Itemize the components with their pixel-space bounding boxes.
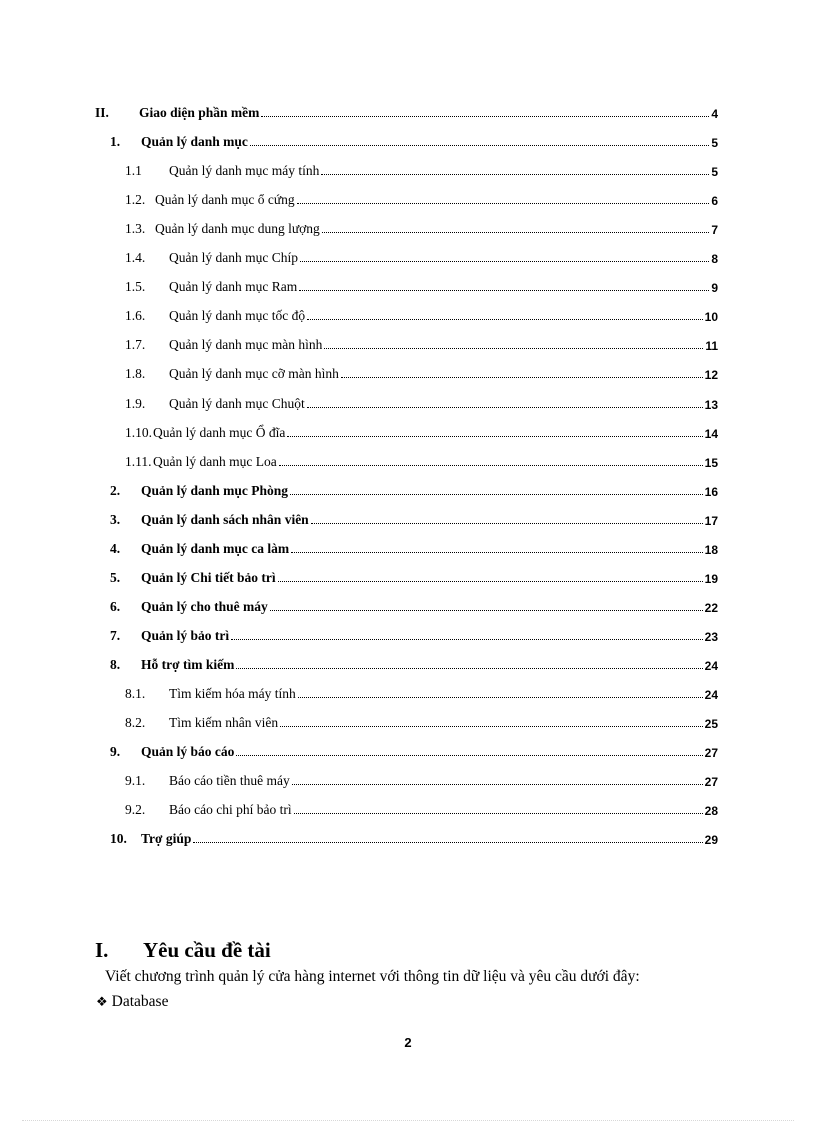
toc-entry-page: 14 — [704, 426, 718, 441]
toc-entry-page: 24 — [704, 688, 718, 702]
toc-entry-page: 8 — [711, 252, 718, 267]
toc-entry-number: 1.6. — [125, 308, 146, 324]
toc-dot-leader — [298, 697, 703, 698]
toc-entry-page: 4 — [711, 107, 718, 121]
toc-entry-title: Quản lý cho thuê máy — [141, 598, 268, 614]
toc-entry-number: 1.9. — [125, 395, 146, 411]
toc-entry-page: 27 — [704, 775, 718, 790]
toc-entry-title: Tìm kiếm nhân viên — [169, 715, 279, 731]
toc-dot-leader — [322, 232, 710, 233]
toc-dot-leader — [290, 494, 703, 495]
toc-entry[interactable] — [110, 829, 718, 847]
toc-dot-leader — [299, 290, 709, 291]
toc-entry[interactable] — [110, 626, 718, 644]
toc-entry[interactable] — [125, 800, 718, 818]
toc-entry[interactable] — [110, 481, 718, 499]
toc-entry-number: II. — [95, 105, 109, 120]
toc-entry-number: 8.1. — [125, 686, 146, 701]
toc-dot-leader — [294, 813, 703, 814]
toc-entry[interactable] — [125, 394, 718, 412]
toc-entry-number: 2. — [110, 482, 121, 498]
toc-entry[interactable] — [125, 452, 718, 470]
toc-entry-number: 5. — [110, 569, 121, 585]
toc-entry-page: 11 — [705, 339, 718, 354]
toc-dot-leader — [341, 377, 703, 378]
toc-entry-number: 1.5. — [125, 279, 146, 295]
toc-entry[interactable] — [110, 597, 718, 615]
toc-entry-page: 28 — [704, 804, 718, 819]
toc-entry[interactable] — [95, 103, 718, 121]
toc-entry-title: Báo cáo tiền thuê máy — [169, 773, 290, 789]
toc-dot-leader — [231, 639, 703, 640]
toc-entry-title: Quản lý danh mục tốc độ — [169, 308, 306, 324]
toc-dot-leader — [236, 755, 702, 756]
toc-dot-leader — [324, 348, 703, 349]
toc-entry[interactable] — [110, 568, 718, 586]
toc-entry-number: 3. — [110, 511, 121, 527]
toc-entry-title: Quản lý danh mục màn hình — [169, 337, 323, 353]
toc-entry-title: Quản lý bảo trì — [141, 627, 230, 643]
toc-entry[interactable] — [125, 248, 718, 266]
toc-entry[interactable] — [125, 190, 718, 208]
toc-entry[interactable] — [110, 510, 718, 528]
toc-entry-number: 8. — [110, 656, 121, 672]
toc-entry[interactable] — [110, 539, 718, 557]
toc-entry[interactable] — [110, 655, 718, 673]
toc-entry-title: Quản lý danh mục Ram — [169, 279, 298, 295]
toc-entry-title: Quản lý danh mục máy tính — [169, 163, 320, 179]
toc-dot-leader — [250, 145, 709, 146]
bullet-item — [96, 993, 168, 1011]
toc-entry-number: 1.7. — [125, 337, 146, 353]
toc-entry[interactable] — [125, 684, 718, 702]
toc-entry[interactable] — [110, 742, 718, 760]
toc-entry-page: 22 — [704, 600, 718, 615]
toc-dot-leader — [321, 174, 709, 175]
toc-dot-leader — [236, 668, 702, 669]
toc-entry-number: 1.3. — [125, 221, 146, 237]
toc-dot-leader — [278, 581, 703, 582]
toc-entry-number: 1.8. — [125, 366, 146, 382]
toc-entry[interactable] — [125, 423, 718, 441]
toc-entry[interactable] — [125, 161, 718, 179]
toc-entry-page: 27 — [704, 746, 718, 761]
toc-entry-page: 10 — [704, 310, 718, 325]
toc-dot-leader — [307, 319, 703, 320]
toc-entry-page: 18 — [704, 542, 718, 557]
toc-entry-page: 24 — [704, 658, 718, 673]
toc-entry-title: Quản lý danh mục Chuột — [169, 395, 305, 411]
toc-entry-page: 19 — [704, 571, 718, 586]
toc-entry-page: 12 — [704, 368, 718, 383]
toc-entry-title: Quản lý danh mục Phòng — [141, 482, 289, 498]
toc-entry-title: Quản lý danh mục Ổ đĩa — [153, 424, 286, 440]
section-number: I. — [95, 938, 109, 962]
toc-dot-leader — [261, 116, 709, 117]
toc-entry-number: 8.2. — [125, 715, 146, 731]
toc-entry-number: 1.2. — [125, 192, 146, 208]
toc-dot-leader — [307, 407, 703, 408]
toc-entry-number: 1.10. — [125, 424, 152, 440]
toc-dot-leader — [270, 610, 703, 611]
bullet-text: Database — [111, 993, 169, 1010]
toc-dot-leader — [311, 523, 703, 524]
toc-entry[interactable] — [125, 713, 718, 731]
toc-entry-number: 9. — [110, 744, 121, 760]
toc-entry-title: Quản lý danh mục dung lượng — [155, 221, 320, 237]
toc-entry[interactable] — [125, 277, 718, 295]
toc-entry-page: 5 — [711, 136, 718, 151]
toc-entry-page: 16 — [704, 484, 718, 499]
toc-entry-page: 23 — [704, 629, 718, 644]
toc-entry-title: Giao diện phần mềm — [139, 105, 260, 120]
toc-dot-leader — [287, 436, 702, 437]
toc-entry-number: 9.2. — [125, 802, 146, 818]
toc-entry[interactable] — [125, 219, 718, 237]
toc-entry-title: Báo cáo chi phí bảo trì — [169, 802, 292, 818]
toc-entry-number: 9.1. — [125, 773, 146, 789]
toc-entry-title: Quản lý Chi tiết bảo trì — [141, 569, 276, 585]
toc-entry-page: 7 — [711, 223, 718, 238]
toc-dot-leader — [300, 261, 709, 262]
toc-entry-page: 9 — [711, 281, 718, 296]
toc-dot-leader — [291, 552, 702, 553]
toc-entry-number: 1. — [110, 134, 121, 150]
toc-entry[interactable] — [125, 306, 718, 324]
toc-entry-title: Quản lý danh mục cỡ màn hình — [169, 366, 339, 382]
section-title: Yêu cầu đề tài — [143, 938, 271, 962]
toc-entry-page: 6 — [711, 194, 718, 209]
toc-entry-number: 4. — [110, 540, 121, 556]
toc-entry-page: 13 — [704, 397, 718, 412]
toc-entry-title: Quản lý báo cáo — [141, 744, 235, 760]
toc-dot-leader — [279, 465, 703, 466]
toc-entry-number: 10. — [110, 831, 127, 847]
toc-entry-number: 7. — [110, 627, 121, 643]
toc-entry-title: Quản lý danh mục — [141, 134, 248, 150]
toc-dot-leader — [193, 842, 702, 843]
toc-entry-number: 1.4. — [125, 250, 146, 266]
toc-entry-title: Trợ giúp — [141, 831, 192, 847]
diamond-bullet-icon: ❖ — [96, 994, 108, 1009]
toc-entry-title: Quản lý danh sách nhân viên — [141, 511, 309, 527]
toc-dot-leader — [297, 203, 710, 204]
toc-entry-title: Quản lý danh mục Loa — [153, 453, 277, 469]
page-number: 2 — [404, 1035, 412, 1050]
toc-entry[interactable] — [110, 132, 718, 150]
toc-entry-page: 5 — [711, 165, 718, 180]
toc-entry[interactable] — [125, 364, 718, 382]
intro-paragraph: Viết chương trình quản lý cửa hàng internet với thông tin dữ liệu và yêu cầu dưới đây: — [105, 968, 640, 985]
page-bottom-divider — [22, 1120, 794, 1121]
toc-entry-number: 1.11. — [125, 453, 152, 469]
section-heading — [95, 938, 271, 963]
toc-entry[interactable] — [125, 771, 718, 789]
toc-dot-leader — [292, 784, 703, 785]
toc-dot-leader — [280, 726, 703, 727]
toc-entry-page: 29 — [704, 833, 718, 848]
toc-entry-page: 15 — [704, 455, 718, 470]
toc-entry[interactable] — [125, 335, 718, 353]
toc-entry-page: 17 — [704, 513, 718, 528]
toc-entry-title: Quản lý danh mục ổ cứng — [155, 192, 295, 208]
toc-entry-title: Quản lý danh mục ca làm — [141, 540, 290, 556]
toc-entry-page: 25 — [704, 717, 718, 732]
toc-entry-title: Tìm kiếm hóa máy tính — [169, 686, 296, 701]
toc-entry-number: 1.1 — [125, 163, 142, 179]
toc-entry-title: Hỗ trợ tìm kiếm — [141, 656, 235, 672]
toc-entry-number: 6. — [110, 598, 121, 614]
toc-entry-title: Quản lý danh mục Chíp — [169, 250, 298, 266]
